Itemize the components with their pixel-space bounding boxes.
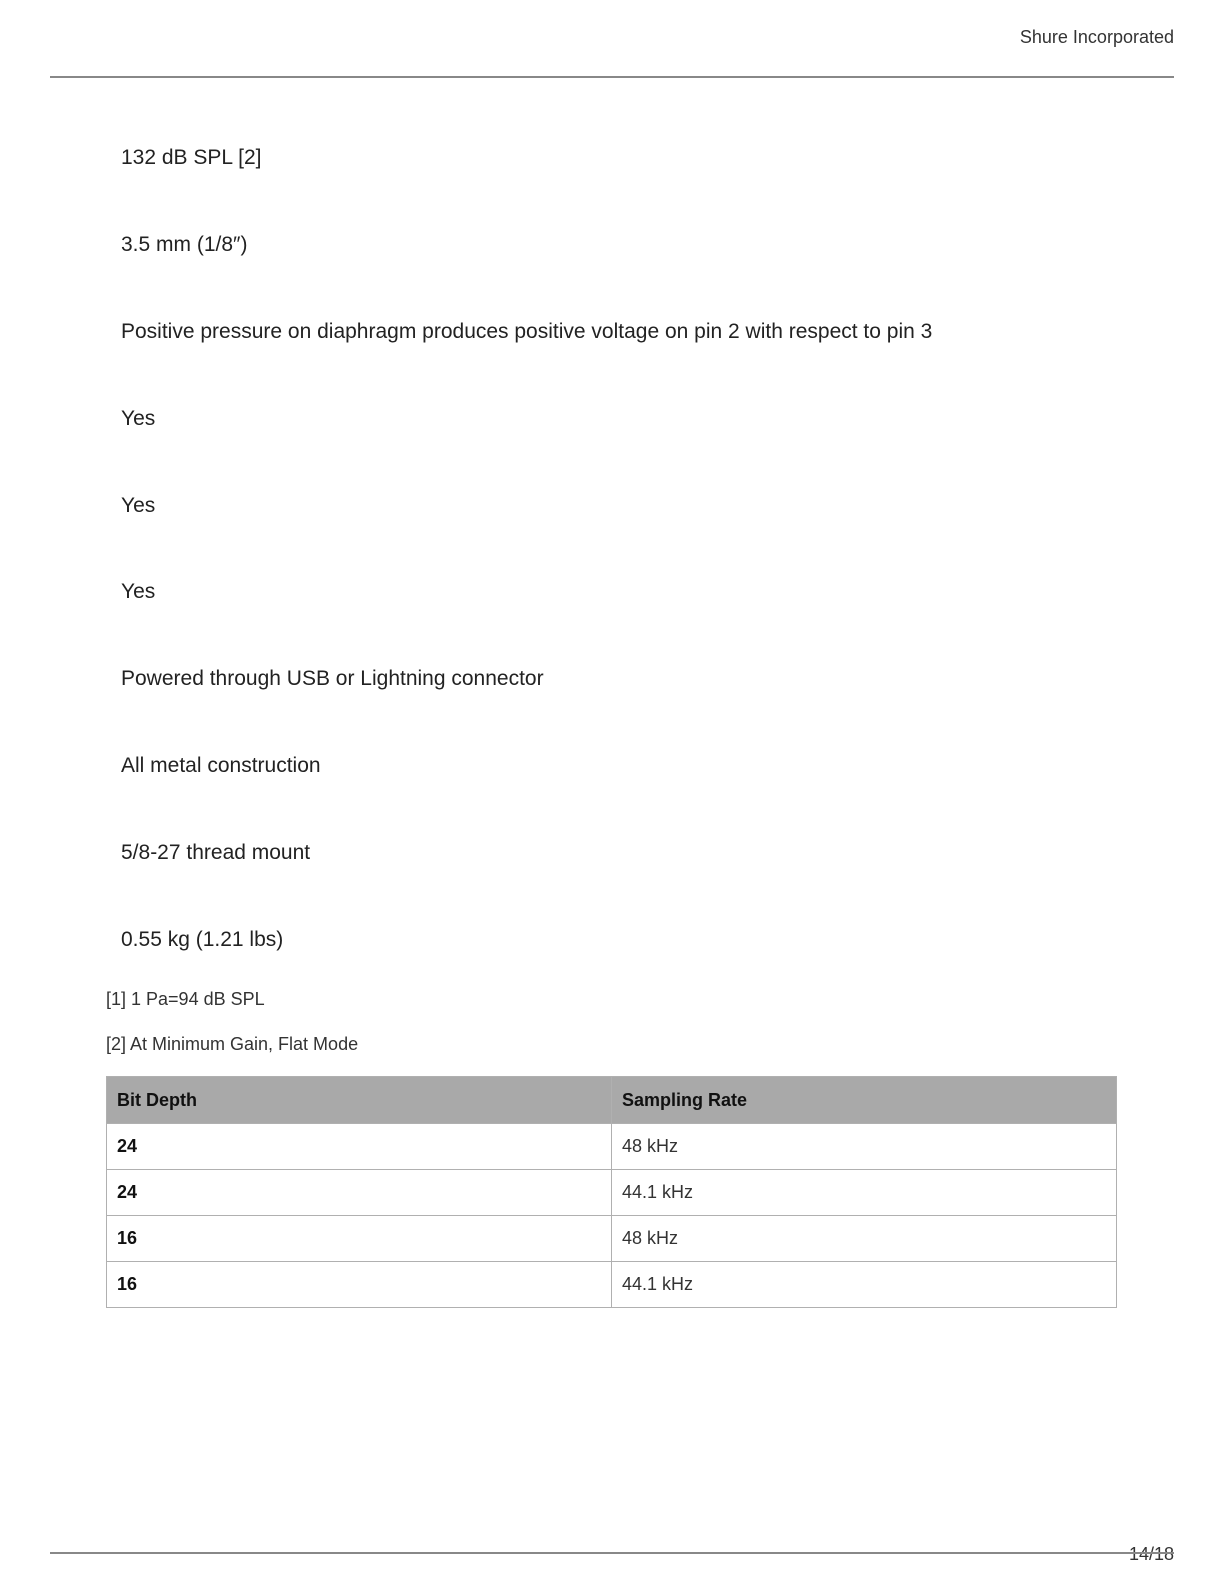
table-row bbox=[107, 1170, 1117, 1216]
bit-depth-cell: 24 bbox=[107, 1170, 612, 1216]
bit-depth-cell: 24 bbox=[107, 1124, 612, 1170]
sampling-rate-cell: 44.1 kHz bbox=[612, 1170, 1117, 1216]
spec-value-weight: 0.55 kg (1.21 lbs) bbox=[121, 928, 284, 951]
column-header-bit-depth: Bit Depth bbox=[107, 1077, 612, 1124]
sampling-rate-cell: 48 kHz bbox=[612, 1216, 1117, 1262]
footer-divider bbox=[50, 1552, 1174, 1554]
bit-depth-sampling-rate-table bbox=[106, 1076, 1117, 1308]
spec-value-yes-1: Yes bbox=[121, 407, 156, 430]
footnote-1: [1] 1 Pa=94 dB SPL bbox=[106, 989, 265, 1009]
spec-value-power: Powered through USB or Lightning connector bbox=[121, 667, 544, 690]
table-row bbox=[107, 1124, 1117, 1170]
sampling-rate-cell: 44.1 kHz bbox=[612, 1262, 1117, 1308]
sampling-rate-cell: 48 kHz bbox=[612, 1124, 1117, 1170]
column-header-sampling-rate: Sampling Rate bbox=[612, 1077, 1117, 1124]
spec-value-headphone-jack: 3.5 mm (1/8″) bbox=[121, 233, 248, 256]
spec-value-max-spl: 132 dB SPL [2] bbox=[121, 146, 262, 169]
spec-value-polarity: Positive pressure on diaphragm produces positive voltage on pin 2 with respect to pin 3 bbox=[121, 320, 933, 343]
table-row bbox=[107, 1216, 1117, 1262]
spec-value-construction: All metal construction bbox=[121, 754, 321, 777]
spec-value-mount: 5/8-27 thread mount bbox=[121, 841, 311, 864]
spec-value-yes-3: Yes bbox=[121, 580, 156, 603]
header-divider bbox=[50, 76, 1174, 78]
page-header-company: Shure Incorporated bbox=[1019, 27, 1174, 47]
table-header-row bbox=[107, 1077, 1117, 1124]
bit-depth-cell: 16 bbox=[107, 1262, 612, 1308]
table-row bbox=[107, 1262, 1117, 1308]
spec-value-yes-2: Yes bbox=[121, 494, 156, 517]
page-number: 14/18 bbox=[1128, 1544, 1174, 1564]
bit-depth-cell: 16 bbox=[107, 1216, 612, 1262]
footnote-2: [2] At Minimum Gain, Flat Mode bbox=[106, 1034, 359, 1054]
